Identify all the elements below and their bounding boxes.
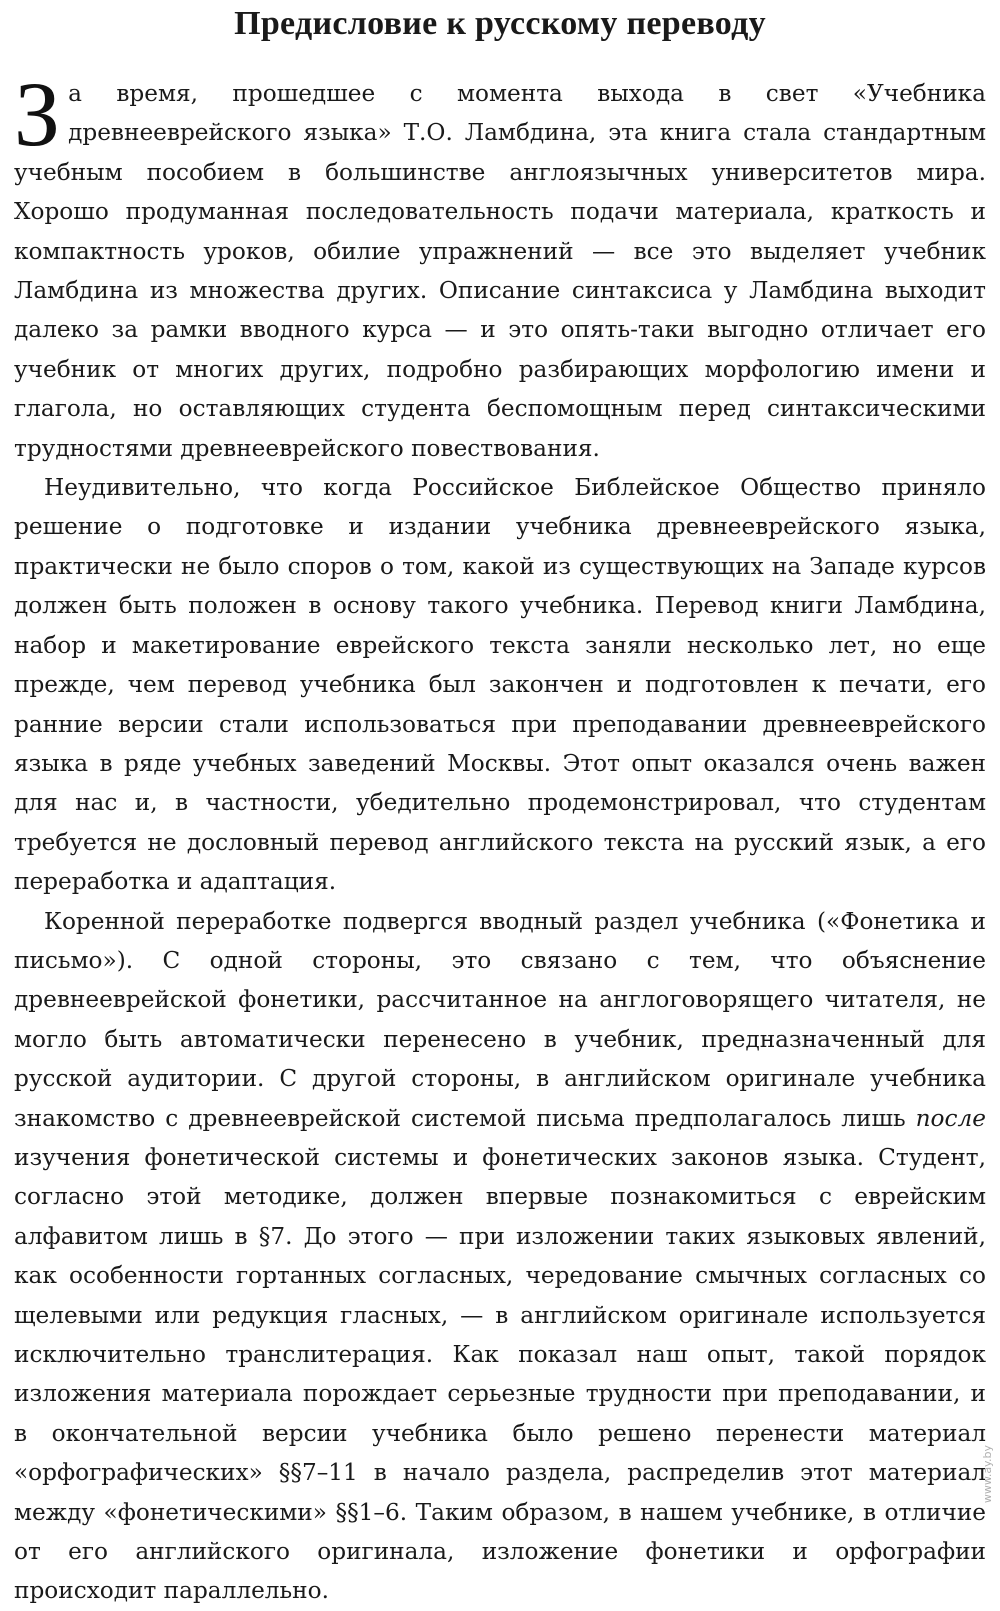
paragraph-2: Неудивительно, что когда Российское Библейское Общество приняло решение о подготовке и издании учебника древнееврейского языка, практически не было споров о том, какой из существующих на Западе курсов должен быть положен в основу такого учебника. Перевод книги Ламбдина, набор и макетирование еврейского текста заняли несколько лет, но еще прежде, чем перевод учебника был закончен и подготовлен к печати, его ранние версии стали использоваться при преподавании древнееврейского языка в ряде учебных заведений Москвы. Этот опыт оказался очень важен для нас и, в частности, убедительно продемонстрировал, что студентам требуется не дословный перевод английского текста на русский язык, а его переработка и адаптация.: [14, 474, 986, 896]
document-body: [14, 63, 986, 1611]
paragraph-1: [14, 63, 986, 468]
paragraph-1-text: а время, прошедшее с момента выхода в свет «Учебника древнееврейского языка» Т.О. Ламбдина, эта книга стала стандартным учебным пособием в большинстве англоязычных университетов мира. Хорошо продуманная последовательность подачи материала, краткость и компактность уроков, обилие упражнений — все это выделяет учебник Ламбдина из множества других. Описание синтаксиса у Ламбдина выходит далеко за рамки вводного курса — и это опять-таки выгодно отличает его учебник от многих других, подробно разбирающих морфологию имени и глагола, но оставляющих студента беспомощным перед синтаксическими трудностями древнееврейского повествования.: [14, 80, 986, 462]
watermark: www.ay.by: [981, 1445, 994, 1504]
drop-cap: З: [14, 63, 61, 165]
paragraph-3-text-a: Коренной переработке подвергся вводный раздел учебника («Фонетика и письмо»). С одной стороны, это связано с тем, что объяснение древнееврейской фонетики, рассчитанное на англоговорящего читателя, не могло быть автоматически перенесено в учебник, предназначенный для русской аудитории. С другой стороны, в английском оригинале учебника знакомство с древнееврейской системой письма предполагалось лишь: [14, 907, 986, 1132]
paragraph-3-italic: после: [915, 1104, 986, 1132]
paragraph-3-text-b: изучения фонетической системы и фонетических законов языка. Студент, согласно этой методике, должен впервые познакомиться с еврейским алфавитом лишь в §7. До этого — при изложении таких языковых явлений, как особенности гортанных согласных, чередование смычных согласных со щелевыми или редукция гласных, — в английском оригинале используется исключительно транслитерация. Как показал наш опыт, такой порядок изложения материала порождает серьезные трудности при преподавании, и в окончательной версии учебника было решено перенести материал «орфографических» §§7–11 в начало раздела, распределив этот материал между «фонетическими» §§1–6. Таким образом, в нашем учебнике, в отличие от его английского оригинала, изложение фонетики и орфографии происходит параллельно.: [14, 1143, 986, 1605]
document-page: [14, 0, 986, 1605]
page-title: Предисловие к русскому переводу: [234, 5, 766, 42]
paragraph-3: [14, 902, 986, 1611]
